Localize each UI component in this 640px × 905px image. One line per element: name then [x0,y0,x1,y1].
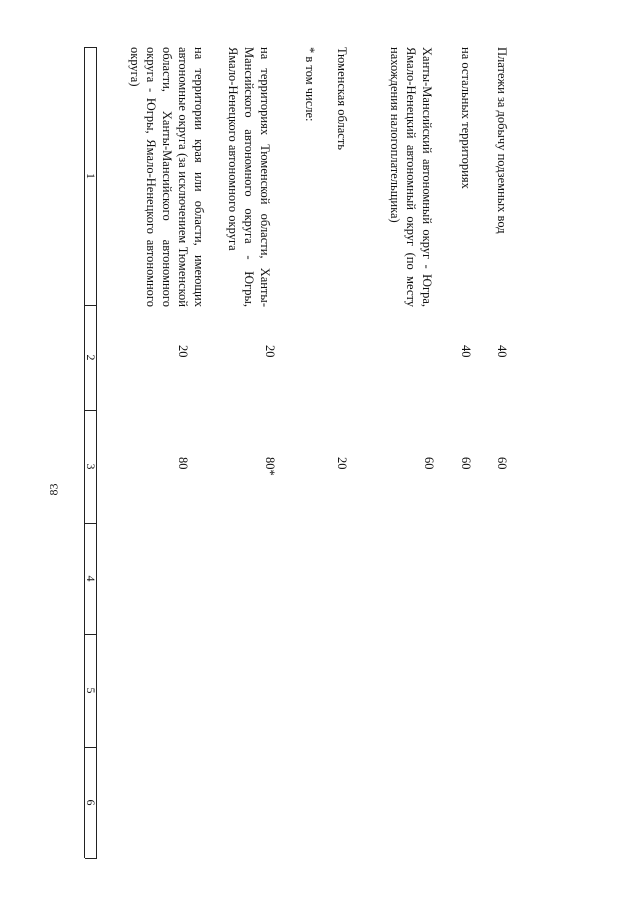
row-2-name: на территориях Тюменской области, Ханты-Мансийского автономного округа - Югры, Ямало-Ненецкого автономного округа [226,47,272,307]
row-2-col-2: 20 [263,345,277,358]
row-3-name: * в том числе: [303,47,317,122]
row-1-col-3: 80 [176,457,190,470]
row-6-col-3: 60 [459,457,473,470]
row-1-name: на территории края или области, имеющих автономные округа (за исключением Тюменской области, Ханты-Мансийского автономного округа - Югры, Ямало-Ненецкого автономного округа) [128,47,206,307]
row-1-col-2: 20 [176,345,190,358]
row-4-col-3: 20 [335,457,349,470]
row-4-name: Тюменская область [335,47,349,150]
page-number: 83 [46,483,61,496]
row-7-col-2: 40 [495,345,509,358]
row-6-col-2: 40 [459,345,473,358]
column-divider [85,858,97,859]
row-7-col-3: 60 [495,457,509,470]
row-6-name: на остальных территориях [459,47,473,189]
row-5-name: Ханты-Мансийский автономный округ - Югра, Ямало-Ненецкий автономный округ (по месту нахождения налогоплательщика) [388,47,434,307]
row-2-col-3: 80* [263,457,277,476]
header-col-5: 5 [84,687,98,694]
row-7-name: Платежи за добычу подземных вод [495,47,509,234]
header-col-3: 3 [84,463,98,470]
table-top-border [96,47,97,858]
header-col-6: 6 [84,799,98,806]
row-5-col-3: 60 [422,457,436,470]
header-bottom-border [84,47,85,858]
header-col-2: 2 [84,354,98,361]
header-col-4: 4 [84,575,98,582]
header-col-1: 1 [84,173,98,179]
